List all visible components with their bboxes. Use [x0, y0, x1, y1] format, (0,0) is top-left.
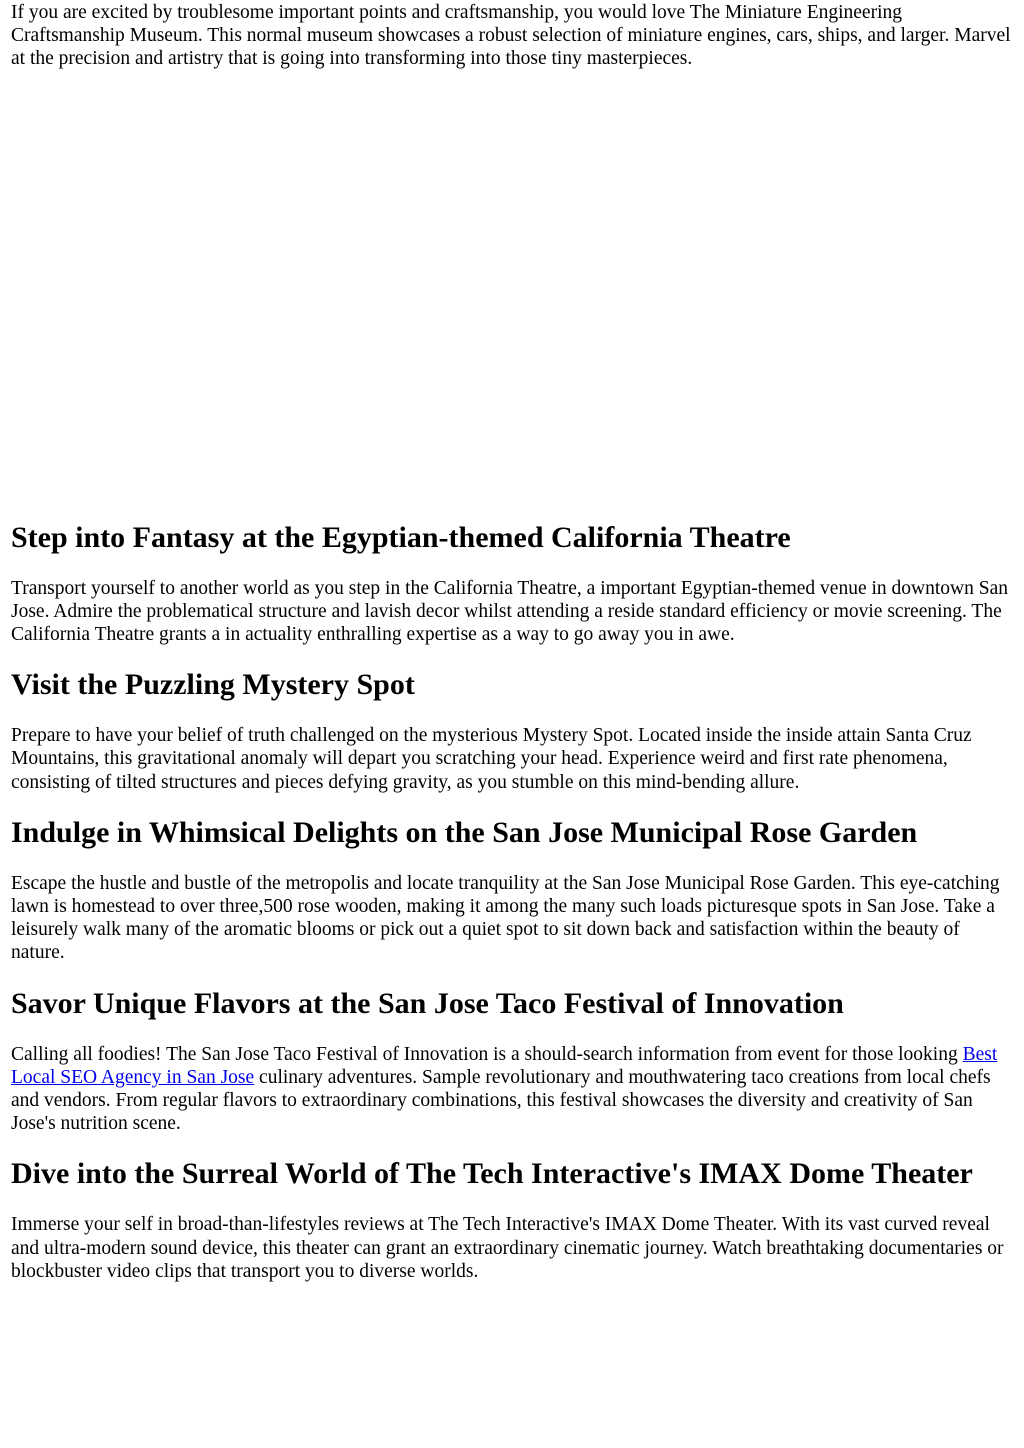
paragraph-text-before-link: Calling all foodies! The San Jose Taco Festival of Innovation is a should-search information from event for those looking [11, 1043, 963, 1065]
section-paragraph: Prepare to have your belief of truth challenged on the mysterious Mystery Spot. Located inside the inside attain Santa Cruz Mountains, this gravitational anomaly will depart you scratching your head. Experience weird and first rate phenomena, consisting of tilted structures and pieces defying gravity, as you stumble on this mind-bending allure. [11, 725, 972, 793]
section-taco-festival [11, 987, 1015, 1136]
section-california-theatre [11, 521, 1015, 647]
section-paragraph [11, 1043, 1015, 1136]
section-heading: Indulge in Whimsical Delights on the San Jose Municipal Rose Garden [11, 815, 918, 849]
intro-paragraph: If you are excited by troublesome important points and craftsmanship, you would love The Miniature Engineering Craftsmanship Museum. This normal museum showcases a robust selection of miniature engines, cars, ships, and larger. Marvel at the precision and artistry that is going into transforming into those tiny masterpieces. [11, 2, 1011, 70]
section-rose-garden [11, 816, 1015, 965]
section-mystery-spot [11, 668, 1015, 794]
section-imax-dome [11, 1157, 1015, 1283]
section-heading: Visit the Puzzling Mystery Spot [11, 668, 415, 702]
section-paragraph: Transport yourself to another world as you step in the California Theatre, a important Egyptian-themed venue in downtown San Jose. Admire the problematical structure and lavish decor whilst attending a reside standard efficiency or movie screening. The California Theatre grants a in actuality enthralling expertise as a way to go away you in awe. [11, 577, 1008, 646]
section-paragraph: Immerse your self in broad-than-lifestyles reviews at The Tech Interactive's IMAX Dome Theater. With its vast curved reveal and ultra-modern sound device, this theater can grant an extraordinary cinematic journey. Watch breathtaking documentaries or blockbuster video clips that transport you to diverse worlds. [11, 1214, 1004, 1282]
section-heading: Savor Unique Flavors at the San Jose Taco Festival of Innovation [11, 986, 844, 1020]
blank-media-area [11, 71, 1015, 521]
section-heading: Step into Fantasy at the Egyptian-themed California Theatre [11, 520, 791, 554]
article [11, 0, 1015, 1283]
section-paragraph: Escape the hustle and bustle of the metropolis and locate tranquility at the San Jose Municipal Rose Garden. This eye-catching lawn is homestead to over three,500 rose wooden, making it among the many such loads picturesque spots in San Jose. Take a leisurely walk many of the aromatic blooms or pick out a quiet spot to sit down back and satisfaction within the beauty of nature. [11, 872, 1000, 964]
seo-agency-link[interactable]: Best Local SEO Agency in San Jose [11, 1043, 998, 1088]
paragraph-text-after-link: culinary adventures. Sample revolutionary and mouthwatering taco creations from local chefs and vendors. From regular flavors to extraordinary combinations, this festival showcases the diversity and creativity of San Jose's nutrition scene. [11, 1066, 991, 1135]
section-heading: Dive into the Surreal World of The Tech Interactive's IMAX Dome Theater [11, 1157, 973, 1191]
